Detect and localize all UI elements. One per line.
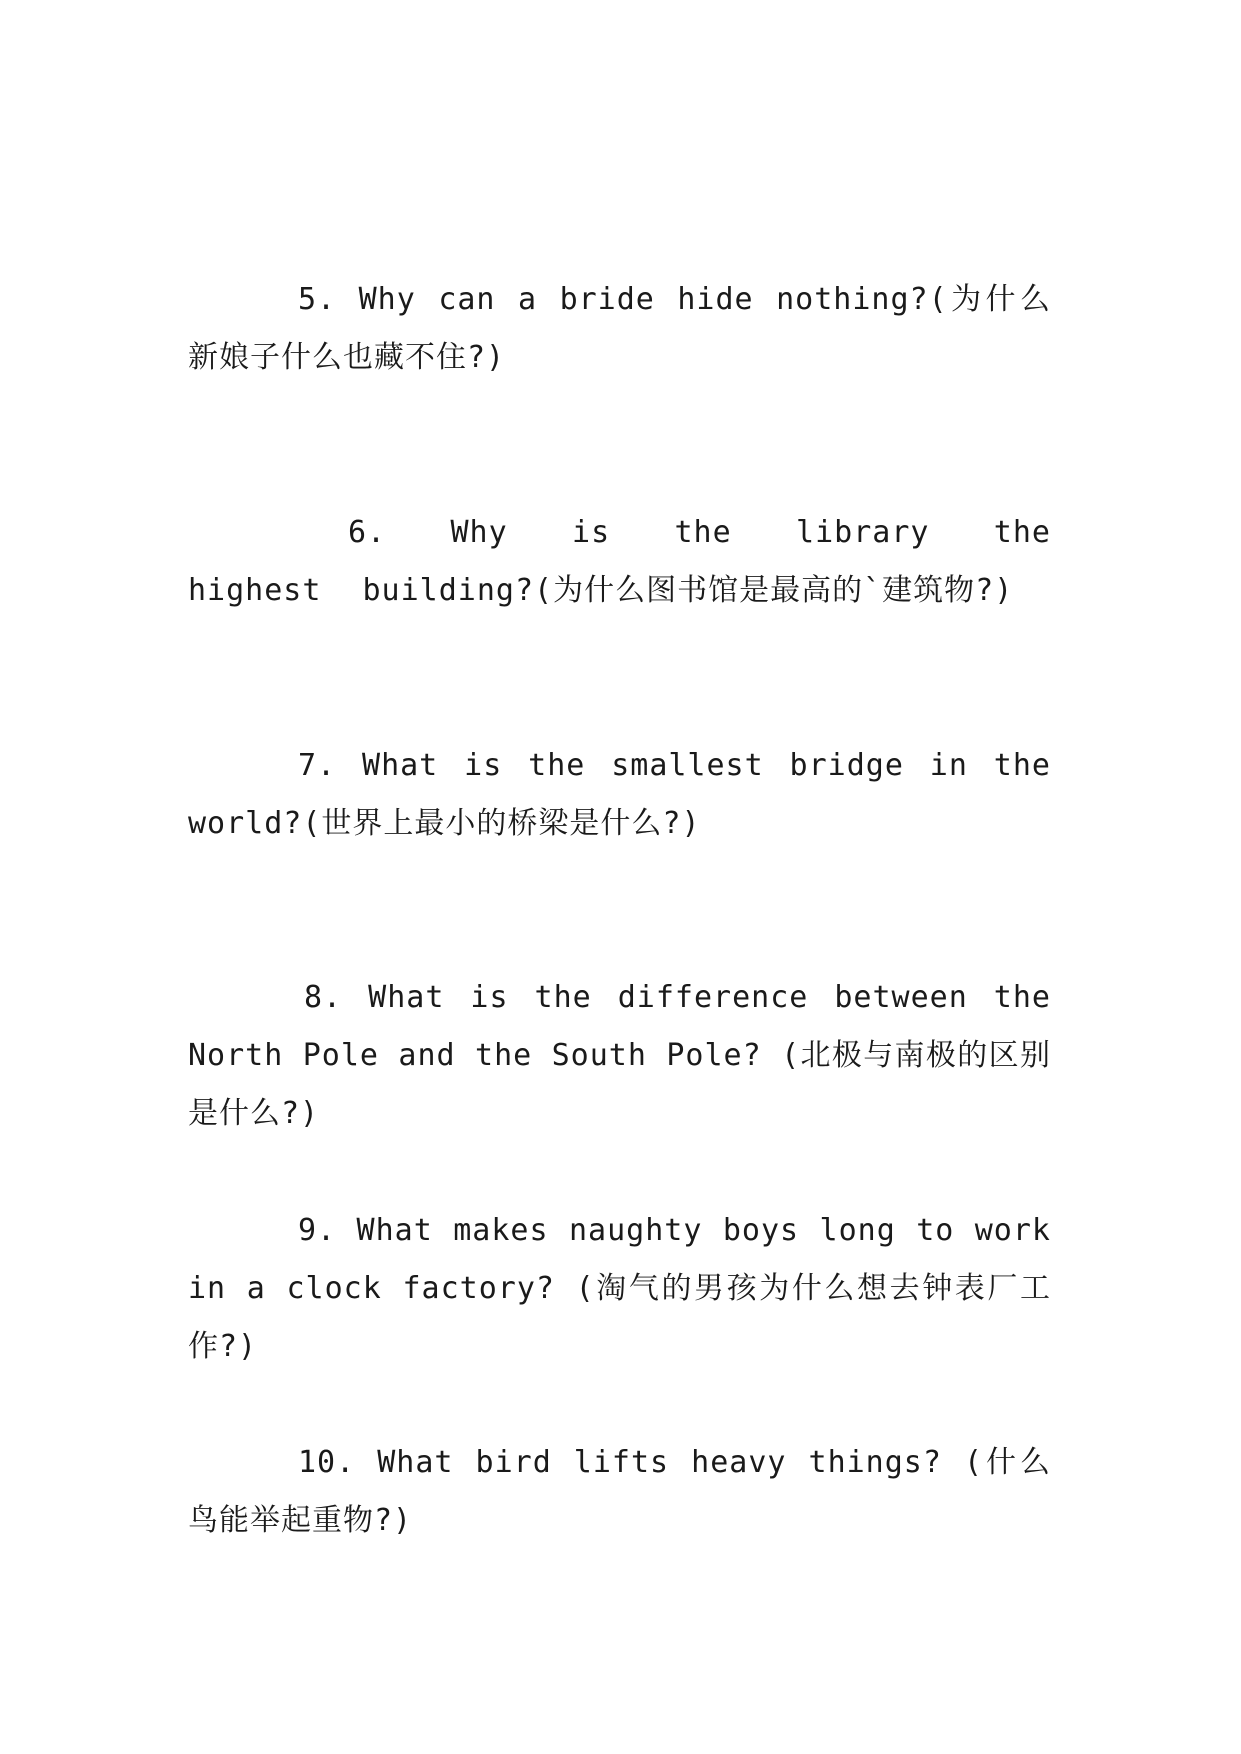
question-7: 7. What is the smallest bridge in the world?(世界上最小的桥梁是什么?) [188, 748, 1051, 841]
question-8: 8. What is the difference between the North Pole and the South Pole? (北极与南极的区别是什么?) [188, 980, 1051, 1131]
question-9: 9. What makes naughty boys long to work in a clock factory? (淘气的男孩为什么想去钟表厂工作?) [188, 1213, 1051, 1364]
question-6: 6. Why is the library the highest building?(为什么图书馆是最高的`建筑物?) [188, 515, 1051, 608]
question-5: 5. Why can a bride hide nothing?(为什么新娘子什么也藏不住?) [188, 282, 1051, 375]
question-10: 10. What bird lifts heavy things? (什么鸟能举起重物?) [188, 1445, 1051, 1538]
